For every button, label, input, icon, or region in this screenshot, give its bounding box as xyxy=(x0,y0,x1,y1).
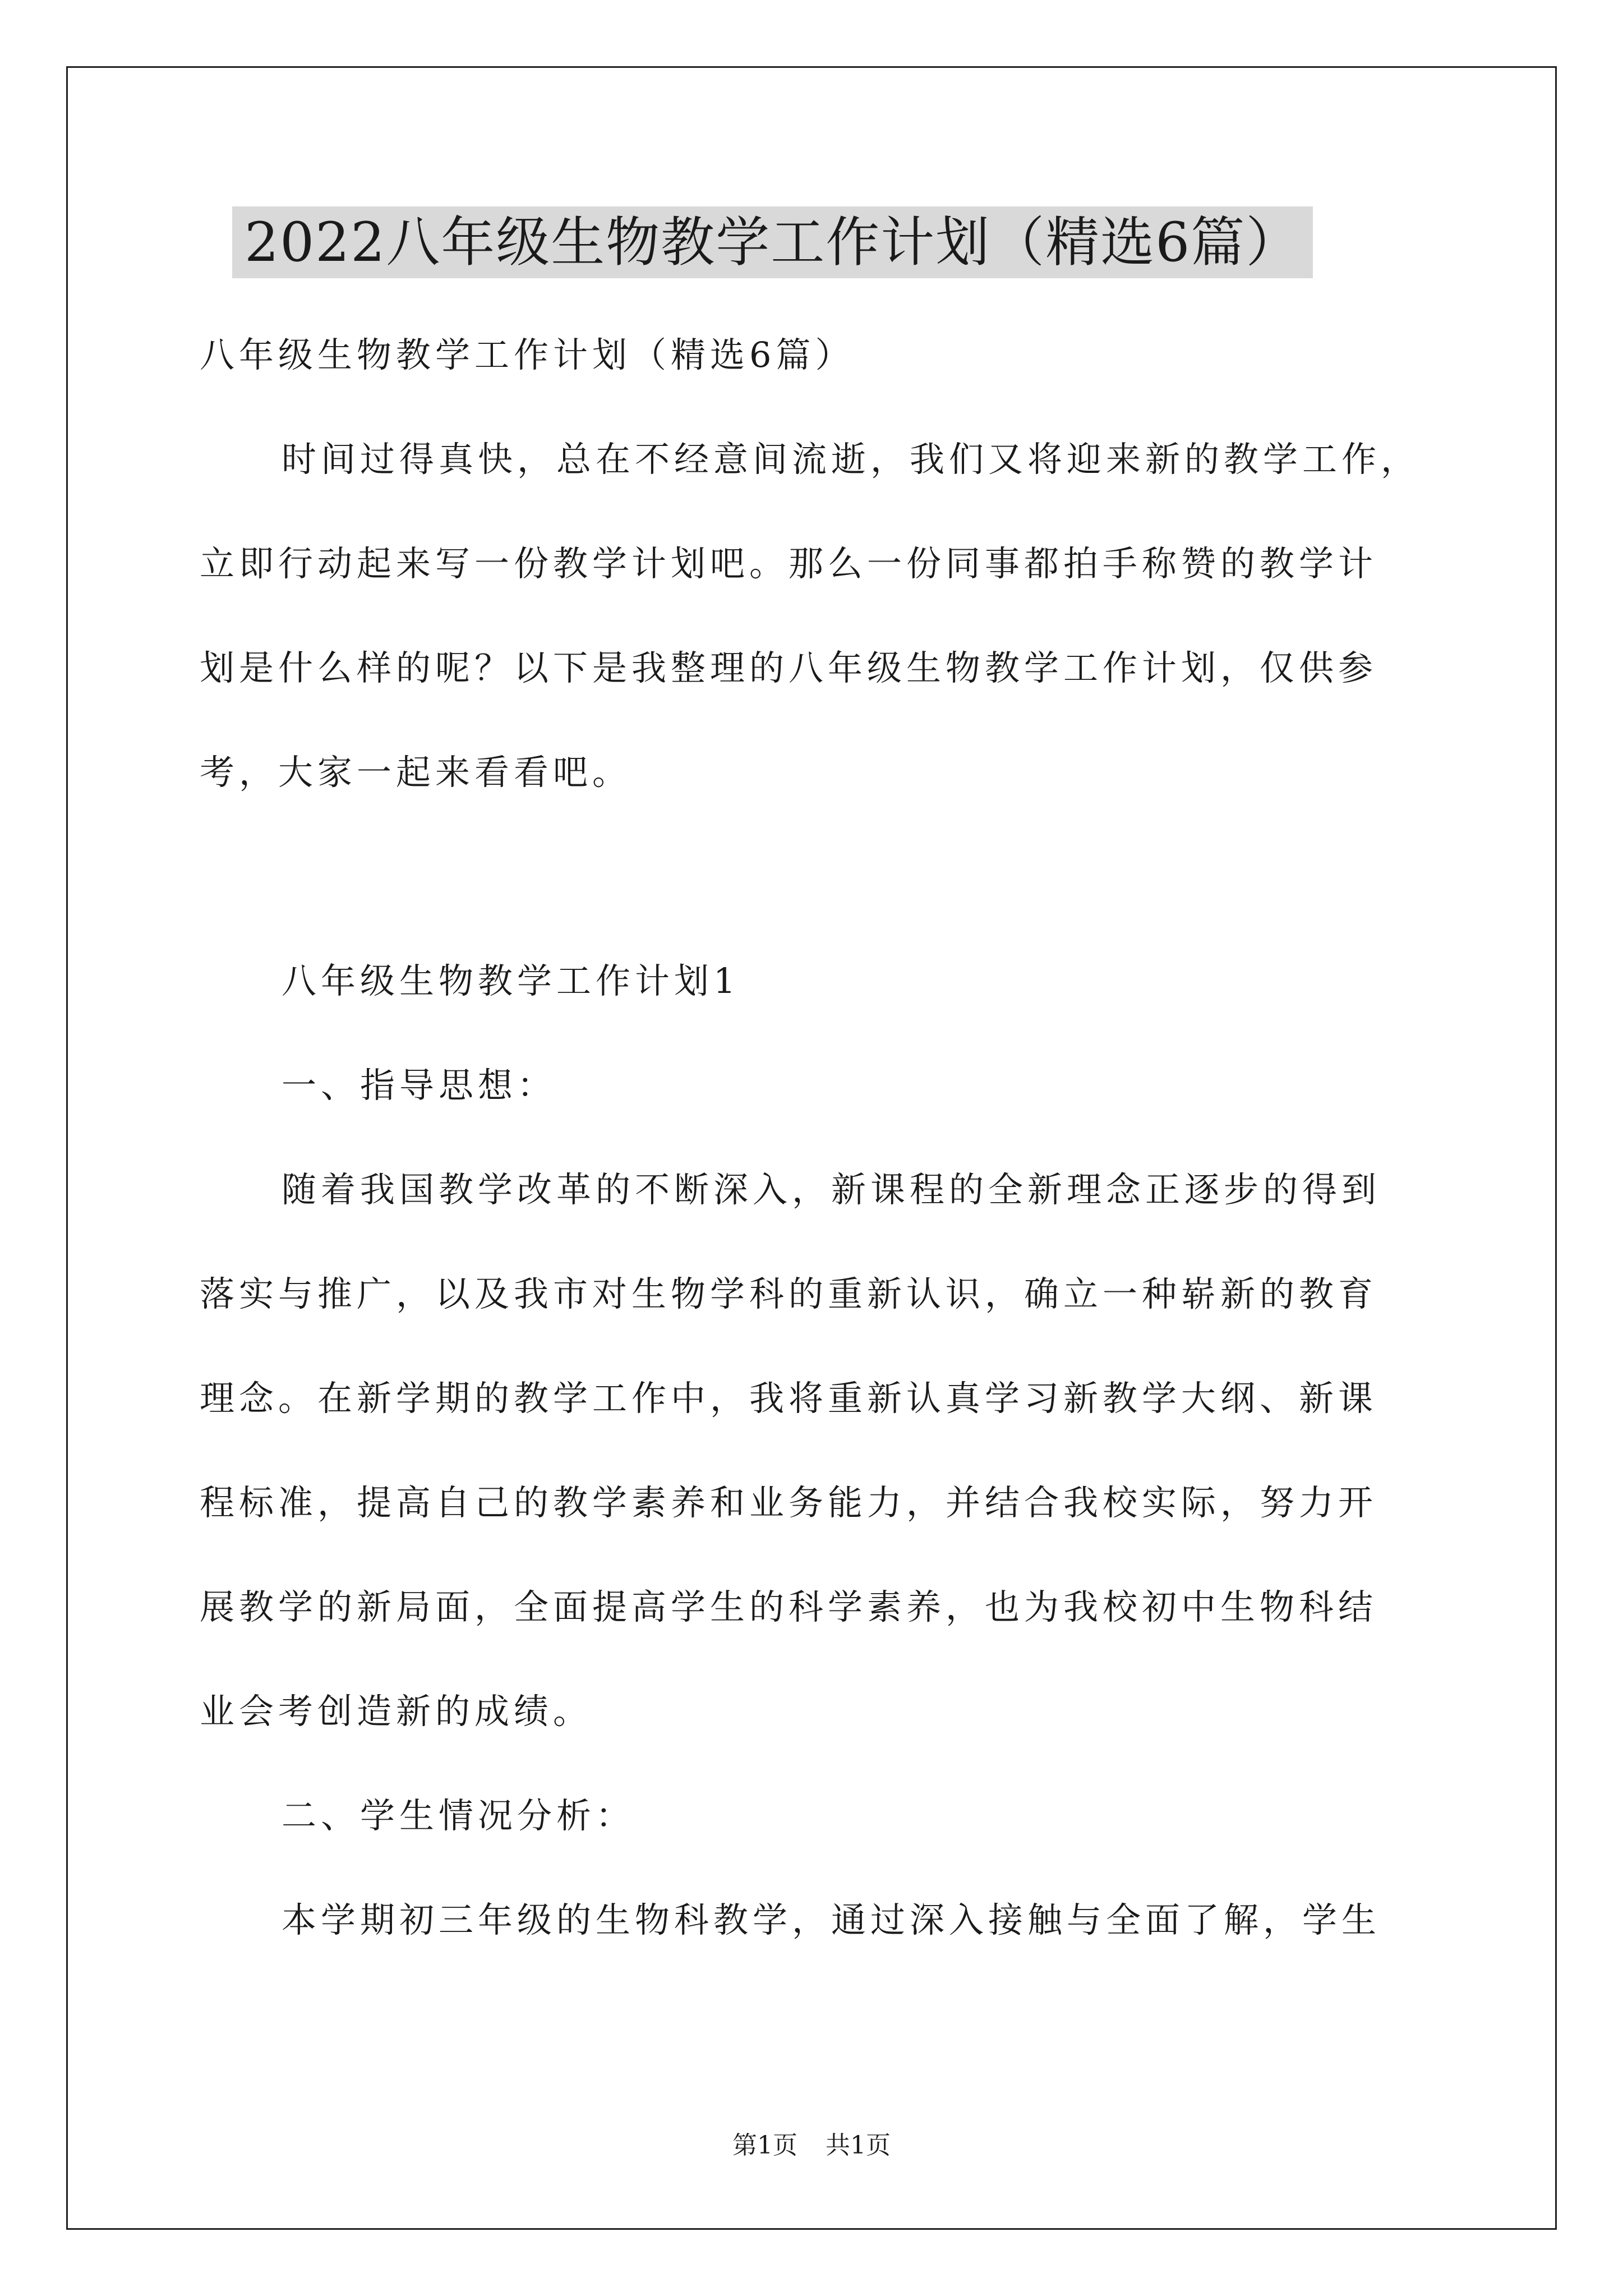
paragraph-line: 业会考创造新的成绩。 xyxy=(200,1691,593,1732)
section-heading: 八年级生物教学工作计划1 xyxy=(282,960,740,1001)
paragraph-line: 本学期初三年级的生物科教学，通过深入接触与全面了解，学生 xyxy=(282,1899,1381,1940)
page-total: 共1页 xyxy=(826,2131,891,2160)
section-heading: 二、学生情况分析： xyxy=(282,1795,635,1836)
paragraph-line: 落实与推广，以及我市对生物学科的重新认识，确立一种崭新的教育 xyxy=(200,1273,1378,1314)
paragraph-line: 理念。在新学期的教学工作中，我将重新认真学习新教学大纲、新课 xyxy=(200,1378,1378,1419)
paragraph-line: 立即行动起来写一份教学计划吧。那么一份同事都拍手称赞的教学计 xyxy=(200,543,1378,584)
paragraph-line: 时间过得真快，总在不经意间流逝，我们又将迎来新的教学工作， xyxy=(282,439,1421,480)
subtitle-line: 八年级生物教学工作计划（精选6篇） xyxy=(200,334,855,375)
paragraph-line: 考，大家一起来看看吧。 xyxy=(200,752,632,793)
section-heading: 一、指导思想： xyxy=(282,1065,557,1106)
document-body xyxy=(200,303,1428,1972)
paragraph-line: 随着我国教学改革的不断深入，新课程的全新理念正逐步的得到 xyxy=(282,1169,1381,1210)
page-number: 第1页 xyxy=(732,2131,797,2160)
paragraph-line: 展教学的新局面，全面提高学生的科学素养，也为我校初中生物科结 xyxy=(200,1586,1378,1627)
page-footer xyxy=(0,2129,1623,2162)
document-title: 2022八年级生物教学工作计划（精选6篇） xyxy=(232,206,1313,278)
paragraph-line: 程标准，提高自己的教学素养和业务能力，并结合我校实际，努力开 xyxy=(200,1482,1378,1523)
paragraph-line: 划是什么样的呢？以下是我整理的八年级生物教学工作计划，仅供参 xyxy=(200,647,1378,688)
blank-line xyxy=(200,825,1428,929)
